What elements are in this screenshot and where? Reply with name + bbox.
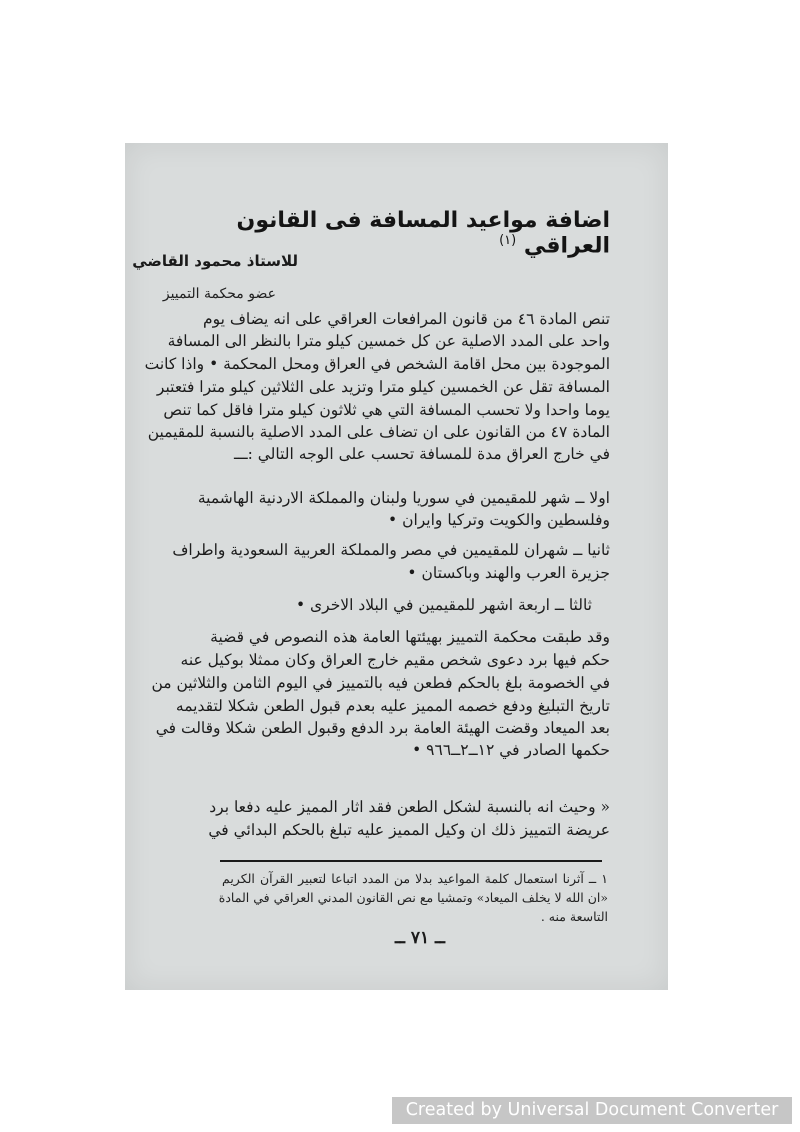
footnote-reference: (١) [499,233,517,248]
footnote-line: ١ ــ آثرنا استعمال كلمة المواعيد بدلا من المدد اتباعا لتعبير القرآن الكريم [222,871,608,886]
body-line: حكم فيها برد دعوى شخص مقيم خارج العراق وكان ممثلا بوكيل عنه [180,651,610,669]
article-title [220,208,610,258]
list-item-third-text: ثالثا ــ اربعة اشهر للمقيمين في البلاد الاخرى • [295,596,592,614]
list-item-third [220,595,610,615]
list-item-first: اولا ــ شهر للمقيمين في سوريا ولبنان والمملكة الاردنية الهاشمية [197,489,610,507]
quote-line: « وحيث انه بالنسبة لشكل الطعن فقد اثار المميز عليه دفعا برد [209,798,610,816]
page-number: ــ ٧١ ــ [394,928,446,948]
title-text: اضافة مواعيد المسافة فى القانون العراقي [236,208,610,259]
body-line: وقد طبقت محكمة التمييز بهيئتها العامة هذه النصوص في قضية [210,628,610,646]
footnote-divider [220,860,602,862]
body-line: حكمها الصادر في ١٢ــ٢ــ٩٦٦ • [412,741,610,759]
body-line: في خارج العراق مدة للمسافة تحسب على الوجه التالي :ـــ [233,445,610,463]
body-line: المسافة تقل عن الخمسين كيلو مترا وتزيد على الثلاثين كيلو مترا فتعتبر [156,378,610,396]
body-line: يوما واحدا ولا تحسب المسافة التي هي ثلاثون كيلو مترا فاقل كما تنص [163,401,610,419]
body-line: بعد الميعاد وقضت الهيئة العامة برد الدفع وقبول الطعن شكلا وقالت في [155,719,610,737]
author-role: عضو محكمة التمييز [162,286,276,302]
author-name: للاستاذ محمود القاضي [132,252,298,270]
quote-line: عريضة التمييز ذلك ان وكيل المميز عليه تبلغ بالحكم البدائي في [208,821,610,839]
footnote-line: التاسعة منه . [540,909,608,924]
body-line: تنص المادة ٤٦ من قانون المرافعات العراقي على انه يضاف يوم [202,310,610,328]
watermark: Created by Universal Document Converter [392,1097,792,1124]
body-line: جزيرة العرب والهند وباكستان • [407,564,610,582]
footnote-line: «ان الله لا يخلف الميعاد» وتمشيا مع نص القانون المدني العراقي في المادة [218,890,608,905]
body-line: واحد على المدد الاصلية عن كل خمسين كيلو مترا بالنظر الى المسافة [167,332,610,350]
list-item-second: ثانيا ــ شهران للمقيمين في مصر والمملكة العربية السعودية واطراف [172,541,610,559]
body-line: وفلسطين والكويت وتركيا وايران • [388,511,610,529]
body-line: تاريخ التبليغ ودفع خصمه المميز عليه بعدم قبول الطعن شكلا لتقديمه [175,697,610,715]
body-line: في الخصومة بلغ بالحكم فطعن فيه بالتمييز في اليوم الثامن والثلاثين من [151,674,610,692]
body-line: المادة ٤٧ من القانون على ان تضاف على المدد الاصلية بالنسبة للمقيمين [147,423,610,441]
body-line: الموجودة بين محل اقامة الشخص في العراق ومحل المحكمة • واذا كانت [144,355,610,373]
